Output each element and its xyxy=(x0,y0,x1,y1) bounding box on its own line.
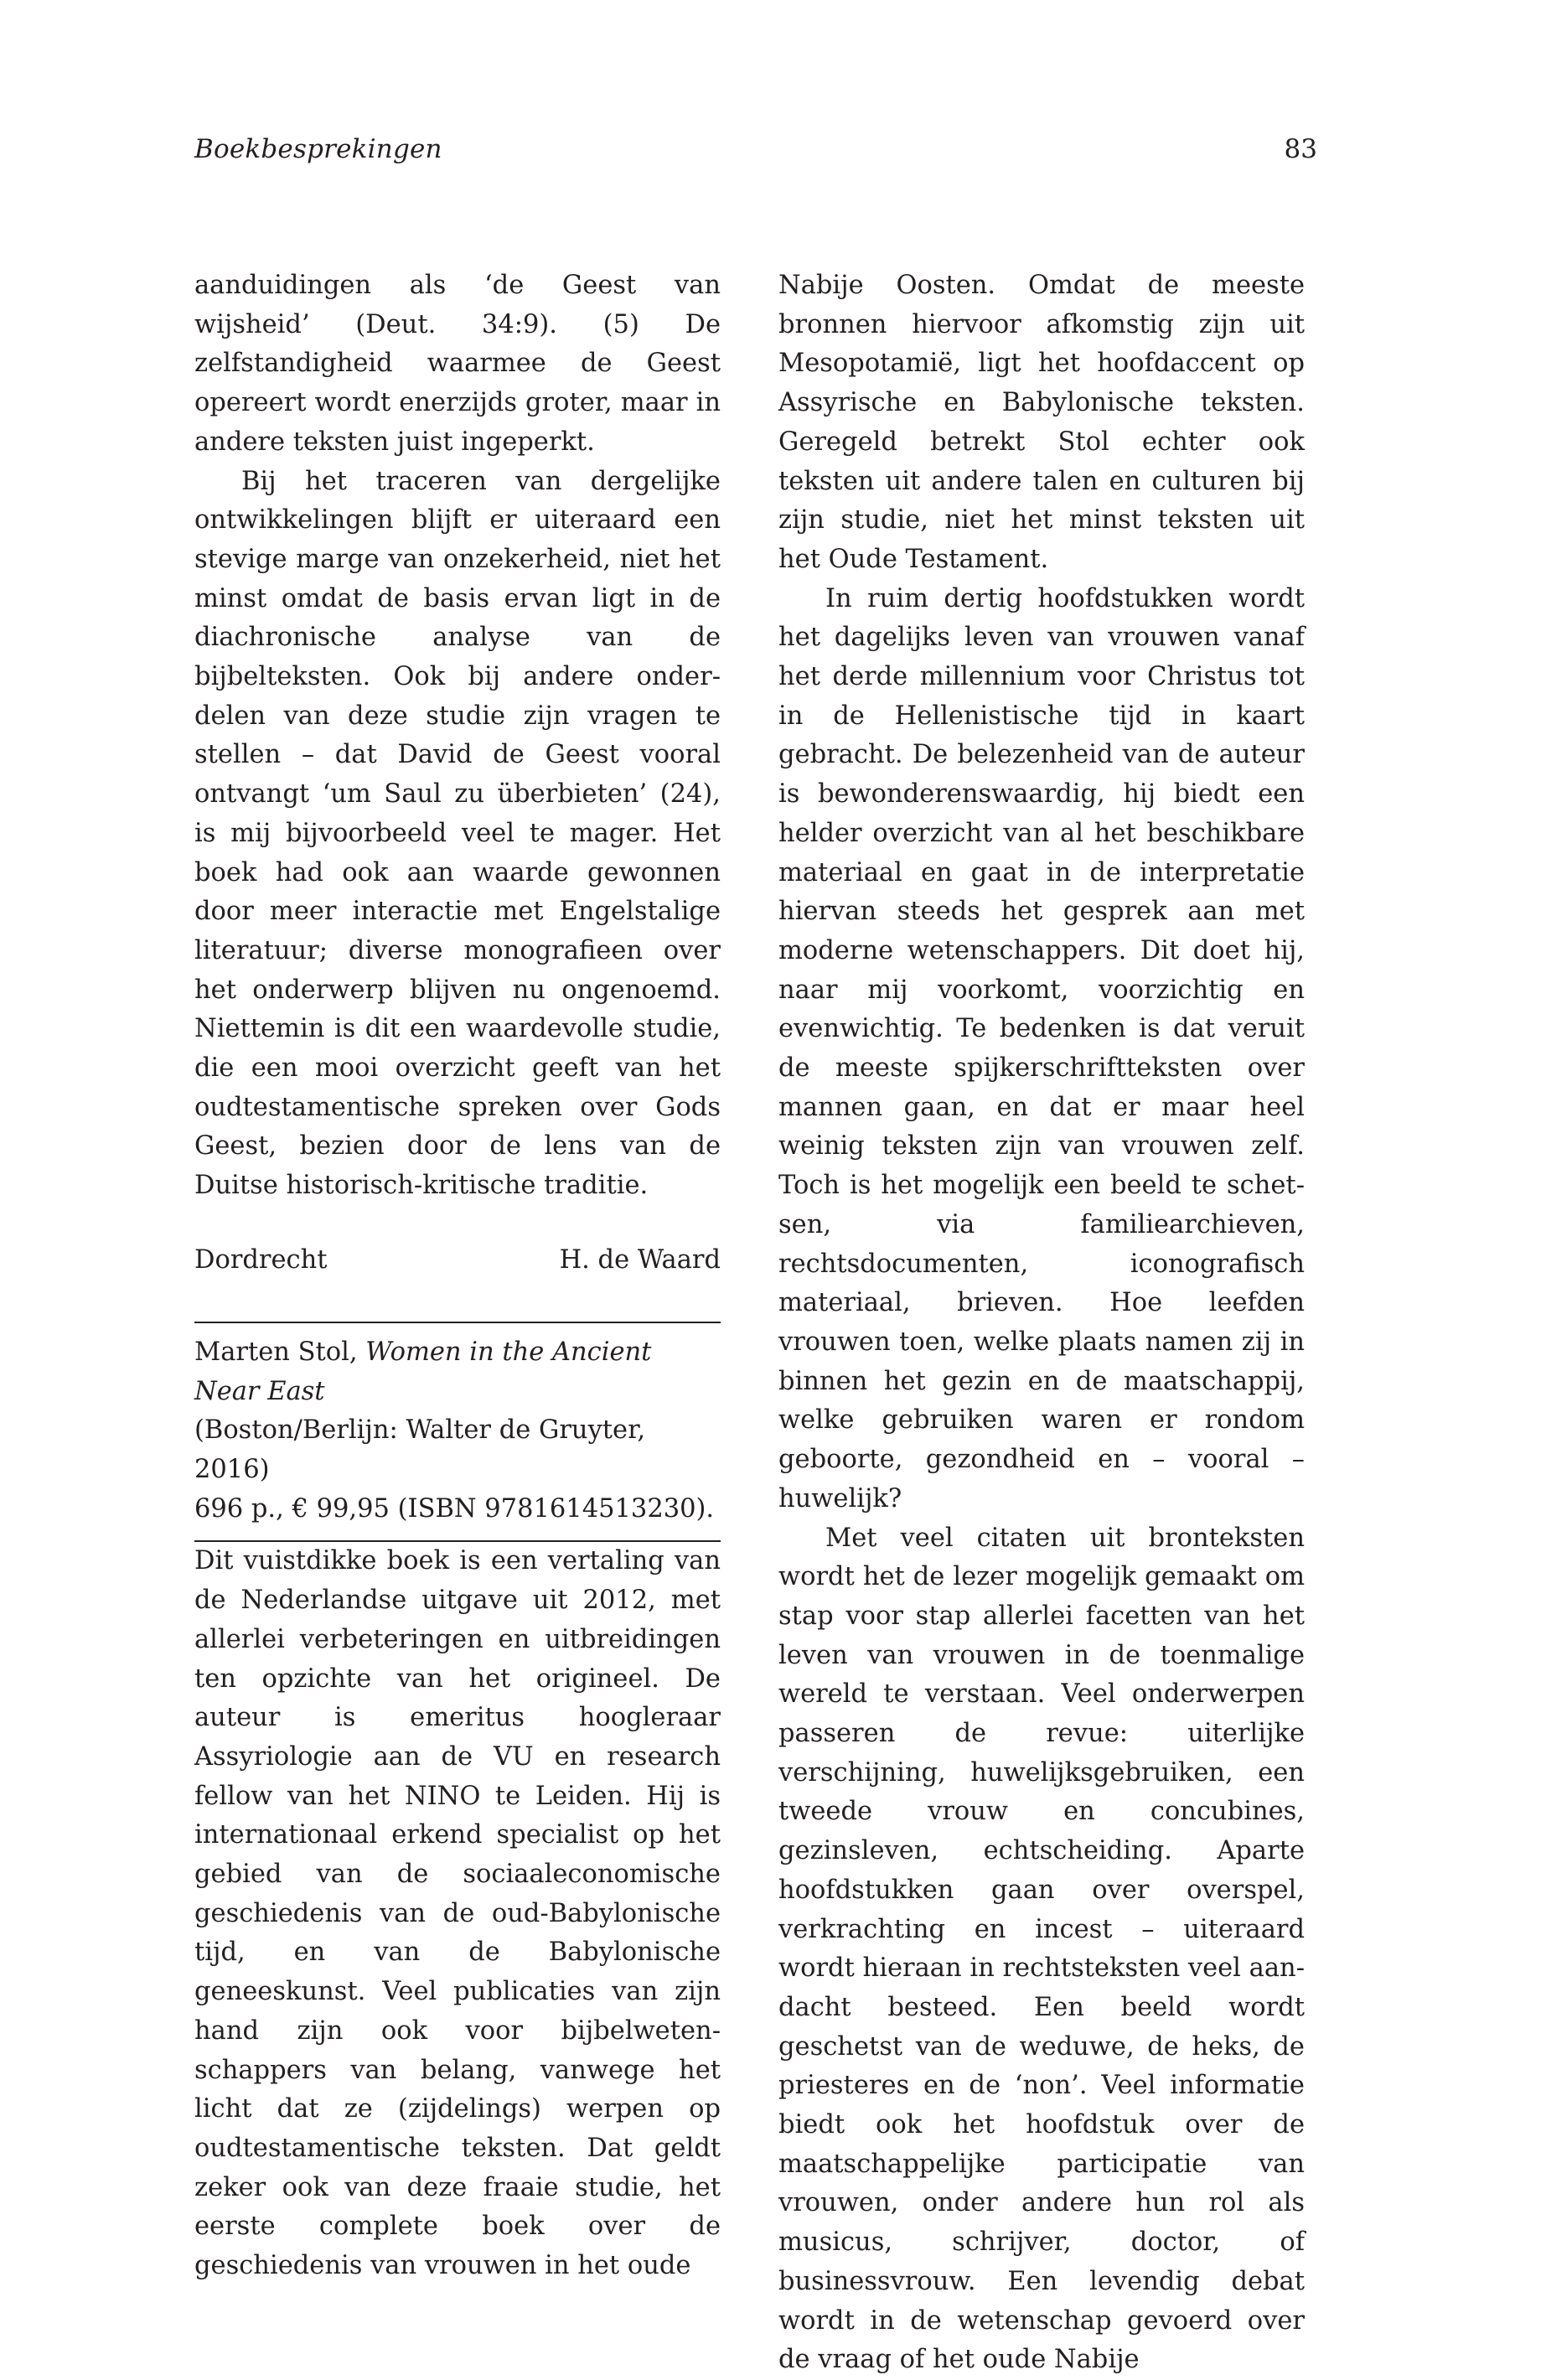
book-citation-line xyxy=(194,1333,721,1411)
book-publisher: (Boston/Berlijn: Walter de Gruyter, 2016) xyxy=(194,1415,646,1484)
paragraph: Bij het traceren van dergelijke ontwikkelingen blijft er uiteraard een stevige marge van onzekerheid, niet het minst omdat de basis ervan ligt in de diachronische analyse van de bijbelteksten. Ook bij andere onderdelen van deze studie zijn vragen te stellen – dat David de Geest vooral ontvangt ‘um Saul zu überbieten’ (24), is mij bijvoorbeeld veel te mager. Het boek had ook aan waarde gewonnen door meer interactie met Engelstalige literatuur; diverse monografieen over het onderwerp blijven nu ongenoemd. Niettemin is dit een waardevolle studie, die een mooi overzicht geeft van het oudtestamentische spreken over Gods Geest, bezien door de lens van de Duitse historisch-kritische traditie. xyxy=(194,466,721,1201)
running-head-title: Boekbesprekingen xyxy=(194,134,442,164)
running-head xyxy=(194,134,1317,171)
right-column xyxy=(778,266,1305,2380)
book-citation xyxy=(194,1323,721,1541)
paragraph: aanduidingen als ‘de Geest van wijsheid’ (Deut. 34:9). (5) De zelfstandigheid waarmee de Geest opereert wordt enerzijds groter, maar in andere teksten juist ingeperkt. xyxy=(194,271,721,457)
review-signoff xyxy=(194,1241,721,1280)
signoff-place: Dordrecht xyxy=(194,1244,328,1275)
paragraph: Met veel citaten uit bronteksten wordt het de lezer mogelijk gemaakt om stap voor stap allerlei facetten van het leven van vrouwen in de toenmalige wereld te verstaan. Veel onderwerpen passeren de revue: uiterlijke verschijning, huwelijksgebruiken, een tweede vrouw en concubines, gezinsleven, echtscheiding. Aparte hoofdstukken gaan over overspel, verkrachting en incest – uiteraard wordt hieraan in rechtsteksten veel aandacht besteed. Een beeld wordt geschetst van de weduwe, de heks, de priesteres en de ‘non’. Veel informatie biedt ook het hoofdstuk over de maatschappelijke participatie van vrouwen, onder andere hun rol als musicus, schrijver, doctor, of businessvrouw. Een levendig debat wordt in de wetenschap gevoerd over de vraag of het oude Nabije xyxy=(778,1523,1305,2375)
left-column xyxy=(194,266,721,2286)
page-number: 83 xyxy=(1284,134,1317,164)
signoff-author: H. de Waard xyxy=(559,1244,721,1275)
paragraph: In ruim dertig hoofdstukken wordt het dagelijks leven van vrouwen vanaf het derde millennium voor Christus tot in de Hellenistische tijd in kaart gebracht. De belezenheid van de auteur is bewonderenswaardig, hij biedt een helder overzicht van al het beschikbare materiaal en gaat in de interpretatie hiervan steeds het gesprek aan met moderne wetenschappers. Dit doet hij, naar mij voorkomt, voorzichtig en evenwichtig. Te bedenken is dat veruit de meeste spijkerschriftteksten over mannen gaan, en dat er maar heel weinig teksten zijn van vrouwen zelf. Toch is het mogelijk een beeld te schetsen, via familiearchieven, rechtsdocumenten, iconografisch materiaal, brieven. Hoe leefden vrouwen toen, welke plaats namen zij in binnen het gezin en de maatschappij, welke gebruiken waren er rondom geboorte, gezondheid en – vooral – huwelijk? xyxy=(778,583,1305,1513)
paragraph: Nabije Oosten. Omdat de meeste bronnen hiervoor afkomstig zijn uit Mesopotamië, ligt het hoofdaccent op Assyrische en Babylonische teksten. Geregeld betrekt Stol echter ook teksten uit andere talen en culturen bij zijn studie, niet het minst teksten uit het Oude Testament. xyxy=(778,271,1305,574)
book-author: Marten Stol, xyxy=(194,1337,366,1367)
book-details: 696 p., € 99,95 (ISBN 9781614513230). xyxy=(194,1493,715,1524)
paragraph: Dit vuistdikke boek is een vertaling van de Nederlandse uitgave uit 2012, met allerlei verbeteringen en uitbreidingen ten opzichte van het origineel. De auteur is emeritus hoogleraar Assyriologie aan de VU en research fellow van het NINO te Leiden. Hij is internationaal erkend specialist op het gebied van de sociaaleconomische geschiedenis van de oud-Babylonische tijd, en van de Babylonische geneeskunst. Veel publicaties van zijn hand zijn ook voor bijbelwetenschappers van belang, vanwege het licht dat ze (zijdelings) werpen op oudtestamentische teksten. Dat geldt zeker ook van deze fraaie studie, het eerste complete boek over de geschiedenis van vrouwen in het oude xyxy=(194,1546,721,2281)
book-title: Women in the Ancient Near East xyxy=(194,1337,652,1406)
